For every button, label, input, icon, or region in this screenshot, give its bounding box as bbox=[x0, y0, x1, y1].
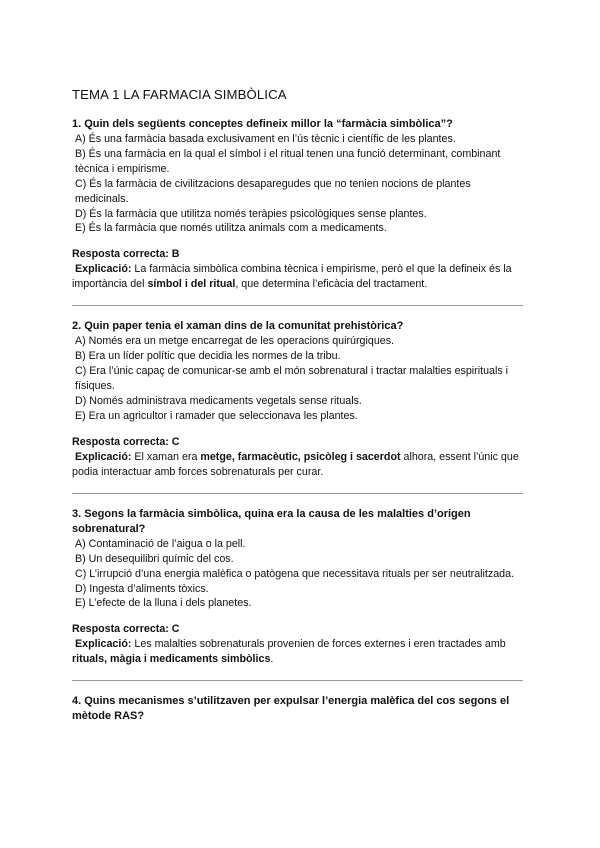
explanation bbox=[72, 450, 523, 480]
options-list bbox=[72, 537, 523, 612]
option-d: D) És la farmàcia que utilitza només teràpies psicològiques sense plantes. bbox=[75, 207, 427, 220]
explanation-text-end: alhora, essent l’únic que podia interactuar amb forces sobrenaturals per curar. bbox=[72, 450, 519, 478]
options-list bbox=[72, 334, 523, 423]
divider bbox=[72, 305, 523, 306]
option-a: A) Només era un metge encarregat de les operacions quirúrgiques. bbox=[75, 335, 395, 348]
document-title: TEMA 1 LA FARMACIA SIMBÒLICA bbox=[72, 87, 287, 102]
explanation-text-end: . bbox=[270, 653, 274, 666]
option-e: E) Era un agricultor i ramader que seleccionava les plantes. bbox=[75, 409, 358, 422]
option-e: E) L’efecte de la lluna i dels planetes. bbox=[75, 597, 252, 610]
option-c: C) Era l’únic capaç de comunicar-se amb el món sobrenatural i tractar malalties espirituals i físiques. bbox=[75, 365, 509, 393]
question-4 bbox=[72, 694, 523, 724]
question-3 bbox=[72, 507, 523, 668]
option-c: C) L’irrupció d’una energia malèfica o patògena que necessitava rituals per ser neutralitzada. bbox=[75, 567, 515, 580]
explanation-emphasis: metge, farmacèutic, psicòleg i sacerdot bbox=[200, 450, 401, 463]
question-text: 2. Quin paper tenia el xaman dins de la comunitat prehistòrica? bbox=[72, 320, 404, 333]
explanation-emphasis: símbol i del ritual bbox=[147, 278, 236, 291]
option-d: D) Només administrava medicaments vegetals sense rituals. bbox=[75, 394, 362, 407]
question-2 bbox=[72, 319, 523, 479]
explanation bbox=[72, 262, 523, 292]
option-a: A) Contaminació de l’aigua o la pell. bbox=[75, 537, 246, 550]
option-e: E) És la farmàcia que només utilitza animals com a medicaments. bbox=[75, 222, 387, 235]
correct-answer: Resposta correcta: C bbox=[72, 623, 180, 636]
question-1 bbox=[72, 117, 523, 292]
explanation-emphasis: rituals, màgia i medicaments simbòlics bbox=[72, 653, 271, 666]
correct-answer: Resposta correcta: B bbox=[72, 248, 180, 261]
options-list bbox=[72, 132, 523, 236]
explanation-label: Explicació: bbox=[75, 638, 132, 651]
question-text: 3. Segons la farmàcia simbòlica, quina era la causa de les malalties d’origen sobrenatural? bbox=[72, 507, 471, 535]
explanation-label: Explicació: bbox=[75, 450, 132, 463]
question-text: 4. Quins mecanismes s’utilitzaven per expulsar l’energia malèfica del cos segons el mètode RAS? bbox=[72, 695, 510, 723]
divider bbox=[72, 493, 523, 494]
option-a: A) És una farmàcia basada exclusivament en l’ús tècnic i científic de les plantes. bbox=[75, 133, 456, 145]
explanation-text: Les malalties sobrenaturals provenien de forces externes i eren tractades amb bbox=[134, 638, 506, 651]
option-c: C) És la farmàcia de civilitzacions desaparegudes que no tenien nocions de plantes medicinals. bbox=[75, 177, 471, 205]
option-b: B) És una farmàcia en la qual el símbol i el ritual tenen una funció determinant, combinant tècnica i empirisme. bbox=[75, 147, 501, 175]
option-b: B) Era un líder polític que decidia les normes de la tribu. bbox=[75, 350, 341, 363]
explanation-text: La farmàcia simbòlica combina tècnica i empirisme, però el que la defineix és la importància del bbox=[72, 263, 512, 291]
explanation bbox=[72, 637, 523, 667]
explanation-text-end: , que determina l’eficàcia del tractament. bbox=[235, 278, 428, 291]
divider bbox=[72, 680, 523, 681]
correct-answer: Resposta correcta: C bbox=[72, 435, 180, 448]
option-d: D) Ingesta d’aliments tòxics. bbox=[75, 582, 209, 595]
explanation-label: Explicació: bbox=[75, 263, 132, 276]
option-b: B) Un desequilibri químic del cos. bbox=[75, 552, 234, 565]
question-text: 1. Quin dels següents conceptes defineix millor la “farmàcia simbòlica”? bbox=[72, 118, 453, 130]
explanation-text: El xaman era bbox=[134, 450, 201, 463]
